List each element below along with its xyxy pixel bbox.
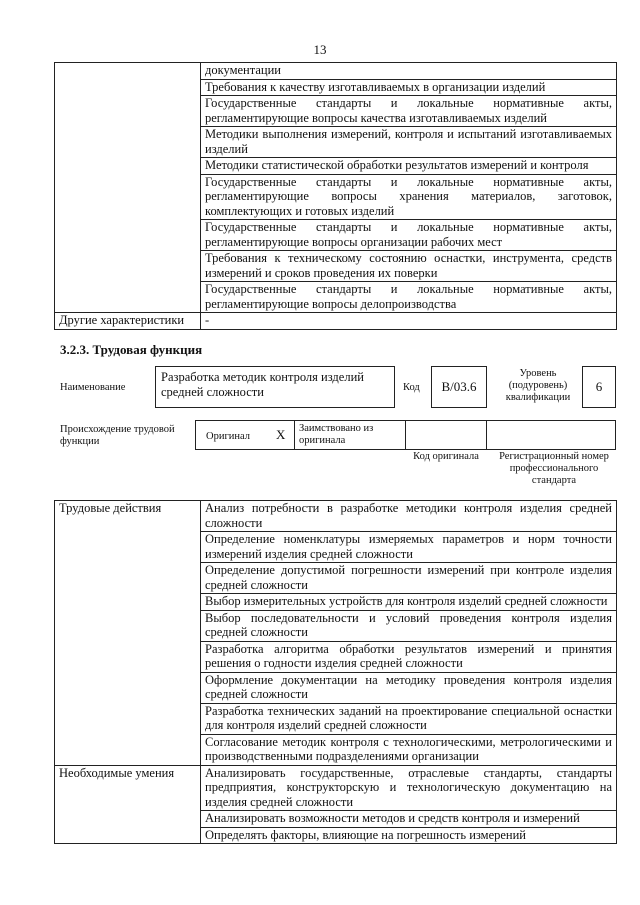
origin-label: Происхождение трудовой функции	[60, 424, 175, 447]
skills-label: Необходимые умения	[55, 765, 201, 844]
borrowed-label: Заимствовано из оригинала	[299, 423, 374, 446]
name-label: Наименование	[60, 382, 126, 393]
knowledge-item: Государственные стандарты и локальные нормативные акты, регламентирующие вопросы хранения материалов, заготовок, комплектующих и готовых изделий	[201, 174, 617, 220]
other-characteristics-value: -	[201, 313, 617, 330]
action-item: Разработка алгоритма обработки результатов измерений и принятия решения о годности изделия средней сложности	[201, 641, 617, 672]
skill-item: Анализировать возможности методов и средств контроля и измерений	[201, 811, 617, 828]
reg-number-label: Регистрационный номер профессионального стандарта	[499, 451, 609, 486]
level-label: Уровень (подуровень) квалификации	[505, 368, 571, 403]
section-title: 3.2.3. Трудовая функция	[60, 342, 203, 357]
code-label: Код	[403, 382, 420, 393]
original-mark: X	[276, 427, 286, 442]
action-item: Анализ потребности в разработке методики контроля изделия средней сложности	[201, 501, 617, 532]
page-number: 13	[313, 42, 327, 57]
action-item: Оформление документации на методику проведения контроля изделия средней сложности	[201, 672, 617, 703]
original-label: Оригинал	[206, 431, 250, 442]
code-original-label: Код оригинала	[413, 451, 479, 462]
action-item: Выбор последовательности и условий проведения контроля изделия средней сложности	[201, 610, 617, 641]
knowledge-item: Государственные стандарты и локальные нормативные акты, регламентирующие вопросы делопроизводства	[201, 282, 617, 313]
level-box: 6	[582, 366, 616, 408]
actions-label: Трудовые действия	[55, 501, 201, 766]
knowledge-item: Требования к техническому состоянию оснастки, инструмента, средств измерений и сроков проведения их поверки	[201, 251, 617, 282]
knowledge-item: документации	[201, 63, 617, 80]
knowledge-label-cell	[55, 63, 201, 313]
knowledge-item: Методики статистической обработки результатов измерений и контроля	[201, 158, 617, 175]
skill-item: Определять факторы, влияющие на погрешность измерений	[201, 827, 617, 844]
knowledge-item: Методики выполнения измерений, контроля и испытаний изготавливаемых изделий	[201, 127, 617, 158]
action-item: Определение допустимой погрешности измерений при контроле изделия средней сложности	[201, 563, 617, 594]
origin-reg-cell	[486, 420, 616, 450]
action-item: Выбор измерительных устройств для контроля изделий средней сложности	[201, 594, 617, 611]
knowledge-table	[54, 62, 617, 330]
function-name-box: Разработка методик контроля изделий средней сложности	[155, 366, 395, 408]
origin-borrowed-cell	[294, 420, 406, 450]
action-item: Определение номенклатуры измеряемых параметров и норм точности измерений изделия средней сложности	[201, 532, 617, 563]
action-item: Согласование методик контроля с технологическими, метрологическими и производственными подразделениями организации	[201, 734, 617, 765]
skill-item: Анализировать государственные, отраслевые стандарты, стандарты предприятия, конструкторскую и технологическую документацию на изделия средней сложности	[201, 765, 617, 811]
action-item: Разработка технических заданий на проектирование специальной оснастки для контроля изделий средней сложности	[201, 703, 617, 734]
origin-code-cell	[405, 420, 487, 450]
knowledge-item: Государственные стандарты и локальные нормативные акты, регламентирующие вопросы качества изготавливаемых изделий	[201, 96, 617, 127]
function-code-box: B/03.6	[431, 366, 487, 408]
origin-original-cell	[195, 420, 295, 450]
knowledge-item: Требования к качеству изготавливаемых в организации изделий	[201, 79, 617, 96]
function-table	[54, 500, 617, 844]
other-characteristics-label: Другие характеристики	[55, 313, 201, 330]
knowledge-item: Государственные стандарты и локальные нормативные акты, регламентирующие вопросы организации рабочих мест	[201, 220, 617, 251]
